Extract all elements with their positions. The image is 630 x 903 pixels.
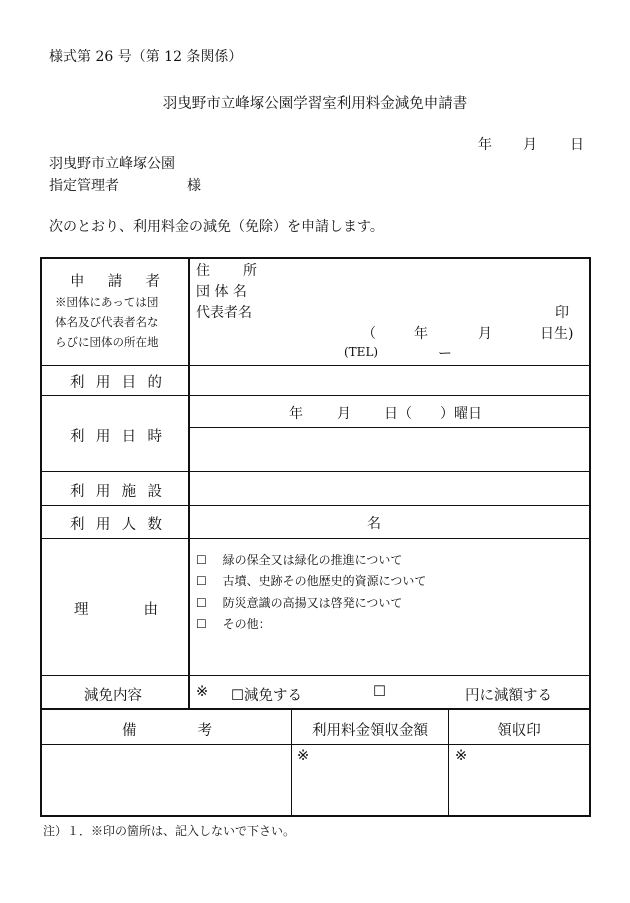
reason-option[interactable] bbox=[196, 551, 402, 568]
tel-label: (TEL) bbox=[344, 345, 379, 359]
reason-option-text: 防災意識の高揚又は啓発について bbox=[222, 596, 403, 610]
facility-label bbox=[70, 480, 162, 501]
footnote: 注）１．※印の箇所は、記入しないで下さい。 bbox=[43, 824, 296, 838]
applicant-label bbox=[70, 270, 160, 291]
datetime-label-char: 日 bbox=[121, 429, 137, 445]
facility-label-char: 設 bbox=[147, 484, 162, 500]
birth-year: 年 bbox=[414, 326, 428, 342]
reduction-mark: ※ bbox=[196, 684, 209, 700]
seal-mark: 印 bbox=[555, 305, 569, 321]
remarks-label-char: 考 bbox=[197, 723, 212, 739]
purpose-label-char: 利 bbox=[70, 375, 85, 391]
people-label-char: 用 bbox=[95, 517, 111, 533]
remarks-label bbox=[122, 719, 212, 740]
purpose-label-char: 目 bbox=[121, 375, 137, 391]
use-date-day: 日（ bbox=[384, 406, 412, 422]
birth-day: 日生) bbox=[540, 326, 574, 342]
applicant-label-char: 者 bbox=[145, 274, 160, 290]
amount-label: 利用料金領収金額 bbox=[312, 723, 428, 739]
date-month: 月 bbox=[523, 137, 537, 153]
reason-option-text: 古墳、史跡その他歴史的資源について bbox=[222, 574, 427, 588]
tel-dash: ー bbox=[438, 346, 452, 362]
date-year: 年 bbox=[478, 137, 492, 153]
receipt-mark: ※ bbox=[455, 748, 468, 764]
representative-label: 代表者名 bbox=[196, 305, 252, 321]
reduce-checkbox-icon[interactable]: ☐ bbox=[373, 684, 386, 700]
checkbox-icon[interactable]: ☐ bbox=[196, 596, 207, 610]
exempt-text: 減免する bbox=[244, 688, 302, 704]
facility-label-char: 用 bbox=[95, 484, 111, 500]
addressee-line2-label: 指定管理者 bbox=[49, 178, 119, 194]
applicant-label-char: 申 bbox=[70, 274, 85, 290]
datetime-label-char: 時 bbox=[147, 429, 162, 445]
use-date-year: 年 bbox=[289, 406, 303, 422]
reason-option-text: その他： bbox=[222, 617, 271, 631]
people-label-char: 数 bbox=[147, 517, 162, 533]
applicant-note-3: らびに団体の所在地 bbox=[55, 335, 159, 349]
checkbox-icon[interactable]: ☐ bbox=[196, 617, 207, 631]
datetime-label bbox=[70, 425, 162, 446]
remarks-label-char: 備 bbox=[122, 723, 137, 739]
purpose-label-char: 的 bbox=[147, 375, 162, 391]
use-date-month: 月 bbox=[337, 406, 351, 422]
form-title: 羽曳野市立峰塚公園学習室利用料金減免申請書 bbox=[162, 96, 468, 112]
address-label-b: 所 bbox=[243, 263, 257, 279]
address-label-a: 住 bbox=[196, 263, 210, 279]
reason-label-char: 由 bbox=[143, 602, 158, 618]
people-unit: 名 bbox=[367, 516, 381, 532]
facility-label-char: 利 bbox=[70, 484, 85, 500]
people-label-char: 人 bbox=[121, 517, 137, 533]
reason-label-char: 理 bbox=[74, 602, 89, 618]
reduce-text: 円に減額する bbox=[465, 688, 552, 704]
people-label-char: 利 bbox=[70, 517, 85, 533]
datetime-label-char: 利 bbox=[70, 429, 85, 445]
applicant-note-1: ※団体にあっては団 bbox=[55, 295, 159, 309]
addressee-line2-suffix: 様 bbox=[187, 178, 201, 194]
form-number: 様式第 26 号（第 12 条関係） bbox=[49, 49, 243, 65]
amount-mark: ※ bbox=[297, 748, 310, 764]
receipt-label: 領収印 bbox=[497, 723, 541, 739]
reason-option[interactable] bbox=[196, 594, 402, 611]
addressee-line1: 羽曳野市立峰塚公園 bbox=[49, 156, 175, 172]
checkbox-icon[interactable]: ☐ bbox=[196, 574, 207, 588]
purpose-label bbox=[70, 371, 162, 392]
reason-option-text: 緑の保全又は緑化の推進について bbox=[222, 553, 403, 567]
reduction-label: 減免内容 bbox=[84, 688, 142, 704]
birth-month: 月 bbox=[478, 326, 492, 342]
birth-open: （ bbox=[362, 326, 376, 342]
purpose-label-char: 用 bbox=[95, 375, 111, 391]
datetime-label-char: 用 bbox=[95, 429, 111, 445]
reason-option[interactable] bbox=[196, 572, 426, 589]
group-name-label: 団 体 名 bbox=[196, 284, 247, 300]
facility-label-char: 施 bbox=[121, 484, 137, 500]
date-day: 日 bbox=[570, 137, 584, 153]
applicant-note-2: 体名及び代表者名な bbox=[55, 315, 159, 329]
checkbox-icon[interactable]: ☐ bbox=[231, 688, 244, 704]
reason-label bbox=[74, 598, 158, 619]
intro-text: 次のとおり、利用料金の減免（免除）を申請します。 bbox=[49, 219, 384, 235]
reason-option[interactable] bbox=[196, 615, 271, 632]
checkbox-icon[interactable]: ☐ bbox=[196, 553, 207, 567]
people-label bbox=[70, 513, 162, 534]
use-date-weekday: ）曜日 bbox=[440, 406, 482, 422]
applicant-label-char: 請 bbox=[107, 274, 123, 290]
exempt-option[interactable] bbox=[231, 684, 302, 705]
